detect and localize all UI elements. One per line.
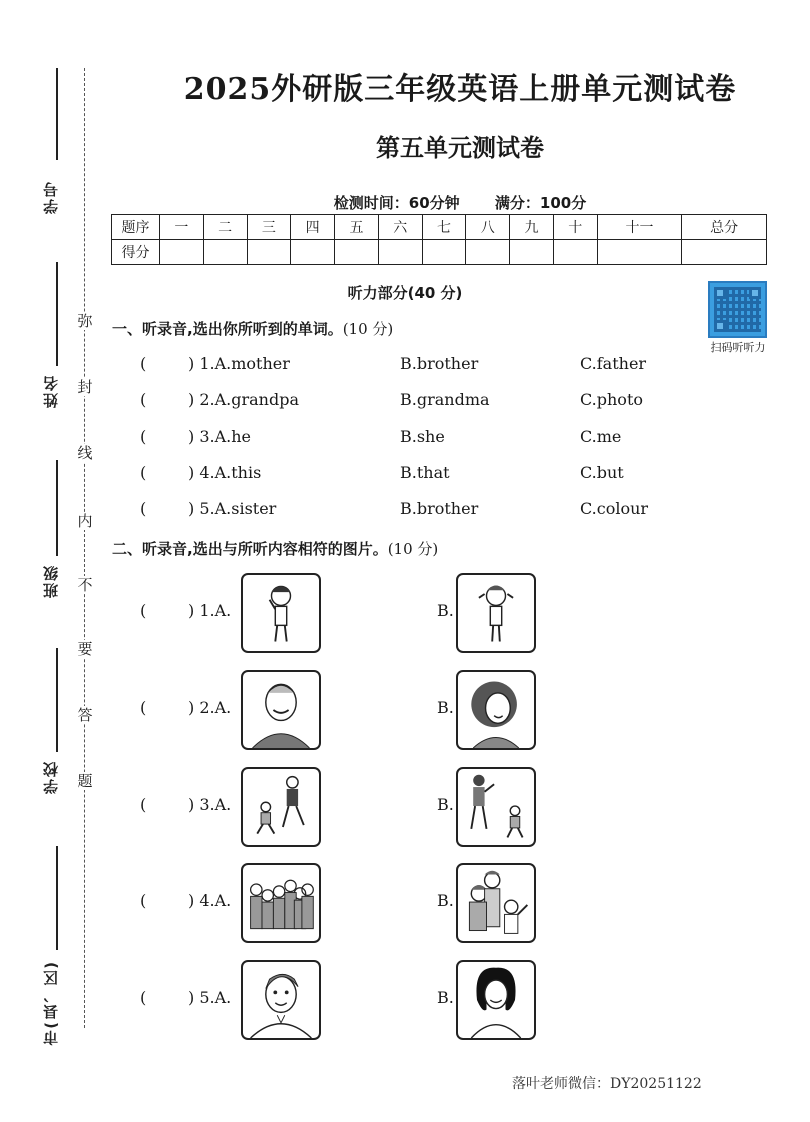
field-underline — [56, 262, 58, 366]
question-order-header: 题序 — [112, 215, 160, 240]
column-header: 八 — [466, 215, 510, 240]
option-b: B.that — [400, 463, 450, 482]
seal-char: 答 — [77, 706, 93, 724]
footer-contact: 落叶老师微信：DY20251122 — [512, 1076, 702, 1092]
option-b-label: B. — [437, 891, 454, 910]
column-header: 三 — [247, 215, 291, 240]
score-cell[interactable] — [291, 240, 335, 265]
part1-question — [140, 390, 740, 412]
part1-question — [140, 499, 740, 521]
option-c: C.but — [580, 463, 624, 482]
page-title: 2025外研版三年级英语上册单元测试卷 — [183, 72, 737, 107]
question-number: ) 1.A. — [188, 601, 232, 620]
option-b: B.grandma — [400, 390, 490, 409]
part2-title-text: 二、听录音,选出与所听内容相符的图片。 — [112, 540, 388, 558]
part1-points: (10 分) — [342, 320, 394, 338]
option-a: ) 3.A.he — [188, 427, 252, 446]
score-cell[interactable] — [203, 240, 247, 265]
curly-haired-woman-picture — [456, 670, 536, 750]
option-b-label: B. — [437, 988, 454, 1007]
field-underline — [56, 460, 58, 556]
column-header: 总分 — [682, 215, 767, 240]
qr-finder — [714, 320, 726, 332]
option-b-label: B. — [437, 698, 454, 717]
part2-points: (10 分) — [387, 540, 439, 558]
column-header: 四 — [291, 215, 335, 240]
question-number: ) 3.A. — [188, 795, 232, 814]
part1-question — [140, 463, 740, 485]
column-header: 十一 — [597, 215, 682, 240]
listening-section-heading: 听力部分(40 分) — [347, 284, 463, 302]
option-a: ) 1.A.mother — [188, 354, 290, 373]
column-header: 十 — [553, 215, 597, 240]
answer-blank[interactable]: ( — [140, 988, 147, 1007]
boy-waving-picture — [241, 573, 321, 653]
question-number: ) 5.A. — [188, 988, 232, 1007]
part1-question — [140, 427, 740, 449]
qr-finder — [714, 287, 726, 299]
score-cell[interactable] — [422, 240, 466, 265]
option-a: ) 4.A.this — [188, 463, 262, 482]
score-cell[interactable] — [247, 240, 291, 265]
part1-question — [140, 354, 740, 376]
part1-title — [112, 318, 393, 339]
girl-with-pigtails-picture — [456, 573, 536, 653]
seal-char: 要 — [77, 640, 93, 658]
option-c: C.colour — [580, 499, 649, 518]
score-cell[interactable] — [553, 240, 597, 265]
score-cell[interactable] — [510, 240, 554, 265]
score-cell[interactable] — [466, 240, 510, 265]
field-underline — [56, 648, 58, 752]
answer-blank[interactable]: ( — [140, 891, 147, 910]
answer-blank[interactable]: ( — [140, 463, 147, 482]
field-underline — [56, 846, 58, 950]
answer-blank[interactable]: ( — [140, 427, 147, 446]
full-score: 满分：100分 — [494, 194, 587, 212]
seal-char: 弥 — [77, 312, 93, 330]
student-id-label: 学号 — [42, 180, 60, 214]
question-number: ) 2.A. — [188, 698, 232, 717]
part2-title — [112, 538, 438, 559]
column-header: 七 — [422, 215, 466, 240]
boy-waving-and-child-running-picture — [456, 767, 536, 847]
city-label: 市(县、区) — [42, 960, 60, 1046]
answer-blank[interactable]: ( — [140, 499, 147, 518]
qr-code-icon[interactable] — [708, 281, 767, 338]
man-portrait-picture — [241, 960, 321, 1040]
option-c: C.photo — [580, 390, 643, 409]
exam-time: 检测时间：60分钟 — [333, 194, 460, 212]
school-label: 学校 — [42, 760, 60, 794]
answer-blank[interactable]: ( — [140, 795, 147, 814]
option-b-label: B. — [437, 795, 454, 814]
seal-char: 不 — [77, 576, 93, 594]
score-table — [111, 214, 767, 265]
score-cell[interactable] — [597, 240, 682, 265]
option-a: ) 2.A.grandpa — [188, 390, 299, 409]
column-header: 九 — [510, 215, 554, 240]
part2-question — [140, 767, 560, 847]
option-b: B.she — [400, 427, 445, 446]
option-b: B.brother — [400, 354, 479, 373]
option-b: B.brother — [400, 499, 479, 518]
part2-question — [140, 863, 560, 943]
answer-blank[interactable]: ( — [140, 698, 147, 717]
score-table-header-row — [112, 215, 767, 240]
column-header: 五 — [335, 215, 379, 240]
name-label: 姓名 — [42, 374, 60, 408]
part2-question — [140, 573, 560, 653]
answer-blank[interactable]: ( — [140, 601, 147, 620]
exam-info — [110, 192, 810, 213]
option-b-label: B. — [437, 601, 454, 620]
column-header: 一 — [160, 215, 204, 240]
score-table-score-row — [112, 240, 767, 265]
option-c: C.father — [580, 354, 647, 373]
class-label: 班级 — [42, 564, 60, 598]
score-row-header: 得分 — [112, 240, 160, 265]
answer-blank[interactable]: ( — [140, 390, 147, 409]
binding-margin — [0, 0, 110, 1122]
part1-title-text: 一、听录音,选出你所听到的单词。 — [112, 320, 343, 338]
part2-question — [140, 960, 560, 1040]
question-number: ) 4.A. — [188, 891, 232, 910]
score-cell[interactable] — [682, 240, 767, 265]
option-a: ) 5.A.sister — [188, 499, 277, 518]
score-cell[interactable] — [160, 240, 204, 265]
seal-char: 题 — [77, 772, 93, 790]
qr-label: 扫码听听力 — [710, 341, 766, 354]
page-subtitle: 第五单元测试卷 — [376, 133, 544, 162]
qr-pattern — [714, 287, 761, 332]
large-family-group-picture — [241, 863, 321, 943]
score-cell[interactable] — [335, 240, 379, 265]
woman-portrait-picture — [456, 960, 536, 1040]
qr-finder — [749, 287, 761, 299]
answer-blank[interactable]: ( — [140, 354, 147, 373]
score-cell[interactable] — [378, 240, 422, 265]
option-c: C.me — [580, 427, 622, 446]
column-header: 二 — [203, 215, 247, 240]
field-underline — [56, 68, 58, 160]
part2-question — [140, 670, 560, 750]
seal-dashed-line — [84, 68, 85, 1028]
grandpa-smiling-picture — [241, 670, 321, 750]
seal-char: 线 — [77, 444, 93, 462]
small-family-picture — [456, 863, 536, 943]
seal-char: 封 — [77, 378, 93, 396]
man-and-child-running-picture — [241, 767, 321, 847]
seal-char: 内 — [77, 512, 93, 530]
column-header: 六 — [378, 215, 422, 240]
